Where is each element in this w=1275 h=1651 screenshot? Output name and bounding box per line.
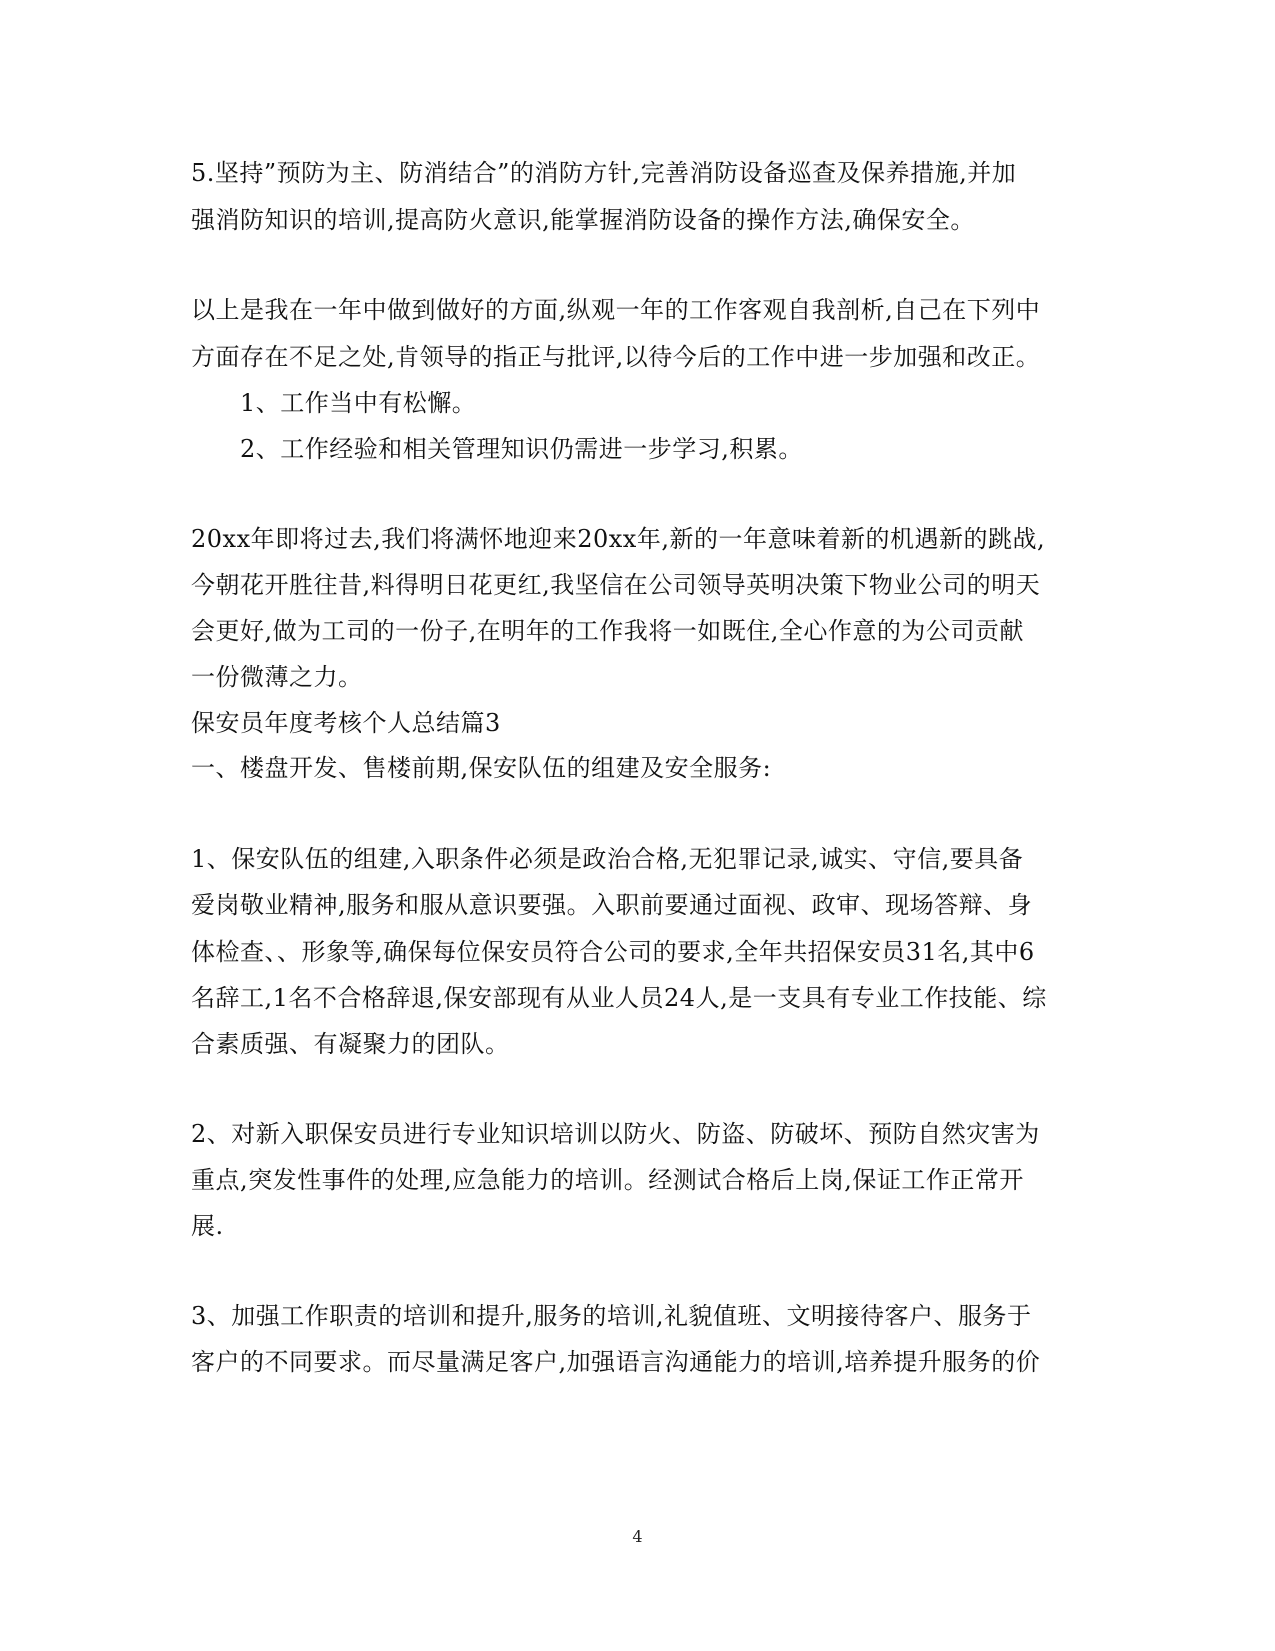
section-heading: 保安员年度考核个人总结篇3 bbox=[191, 709, 501, 737]
paragraph-line: 以上是我在一年中做到做好的方面,纵观一年的工作客观自我剖析,自己在下列中 bbox=[191, 296, 1041, 324]
paragraph-line: 会更好,做为工司的一份子,在明年的工作我将一如既住,全心作意的为公司贡献 bbox=[191, 617, 1024, 645]
paragraph-line: 客户的不同要求。而尽量满足客户,加强语言沟通能力的培训,培养提升服务的价 bbox=[191, 1348, 1041, 1376]
paragraph-line: 2、对新入职保安员进行专业知识培训以防火、防盗、防破坏、预防自然灾害为 bbox=[191, 1120, 1040, 1148]
paragraph-line: 重点,突发性事件的处理,应急能力的培训。经测试合格后上岗,保证工作正常开 bbox=[191, 1166, 1024, 1194]
paragraph-line: 爱岗敬业精神,服务和服从意识要强。入职前要通过面视、政审、现场答辩、身 bbox=[191, 891, 1033, 919]
paragraph-line: 3、加强工作职责的培训和提升,服务的培训,礼貌值班、文明接待客户、服务于 bbox=[191, 1302, 1032, 1330]
paragraph-line: 体检查、、形象等,确保每位保安员符合公司的要求,全年共招保安员31名,其中6 bbox=[191, 938, 1035, 966]
paragraph-line: 名辞工,1名不合格辞退,保安部现有从业人员24人,是一支具有专业工作技能、综 bbox=[191, 984, 1047, 1012]
paragraph-line: 1、保安队伍的组建,入职条件必须是政治合格,无犯罪记录,诚实、守信,要具备 bbox=[191, 845, 1024, 873]
paragraph-line: 5.坚持”预防为主、防消结合”的消防方针,完善消防设备巡查及保养措施,并加 bbox=[191, 159, 1017, 187]
paragraph-line: 强消防知识的培训,提高防火意识,能掌握消防设备的操作方法,确保安全。 bbox=[191, 206, 975, 234]
paragraph-line: 合素质强、有凝聚力的团队。 bbox=[191, 1030, 510, 1058]
list-item: 2、工作经验和相关管理知识仍需进一步学习,积累。 bbox=[240, 435, 803, 463]
paragraph-line: 今朝花开胜往昔,料得明日花更红,我坚信在公司领导英明决策下物业公司的明天 bbox=[191, 571, 1041, 599]
paragraph-line: 20xx年即将过去,我们将满怀地迎来20xx年,新的一年意味着新的机遇新的跳战, bbox=[191, 525, 1046, 553]
paragraph-line: 一份微薄之力。 bbox=[191, 663, 363, 691]
list-item: 1、工作当中有松懈。 bbox=[240, 389, 477, 417]
paragraph-line: 方面存在不足之处,肯领导的指正与批评,以待今后的工作中进一步加强和改正。 bbox=[191, 343, 1041, 371]
section-subheading: 一、楼盘开发、售楼前期,保安队伍的组建及安全服务: bbox=[191, 754, 772, 782]
paragraph-line: 展. bbox=[191, 1212, 224, 1240]
page-number: 4 bbox=[632, 1527, 643, 1546]
